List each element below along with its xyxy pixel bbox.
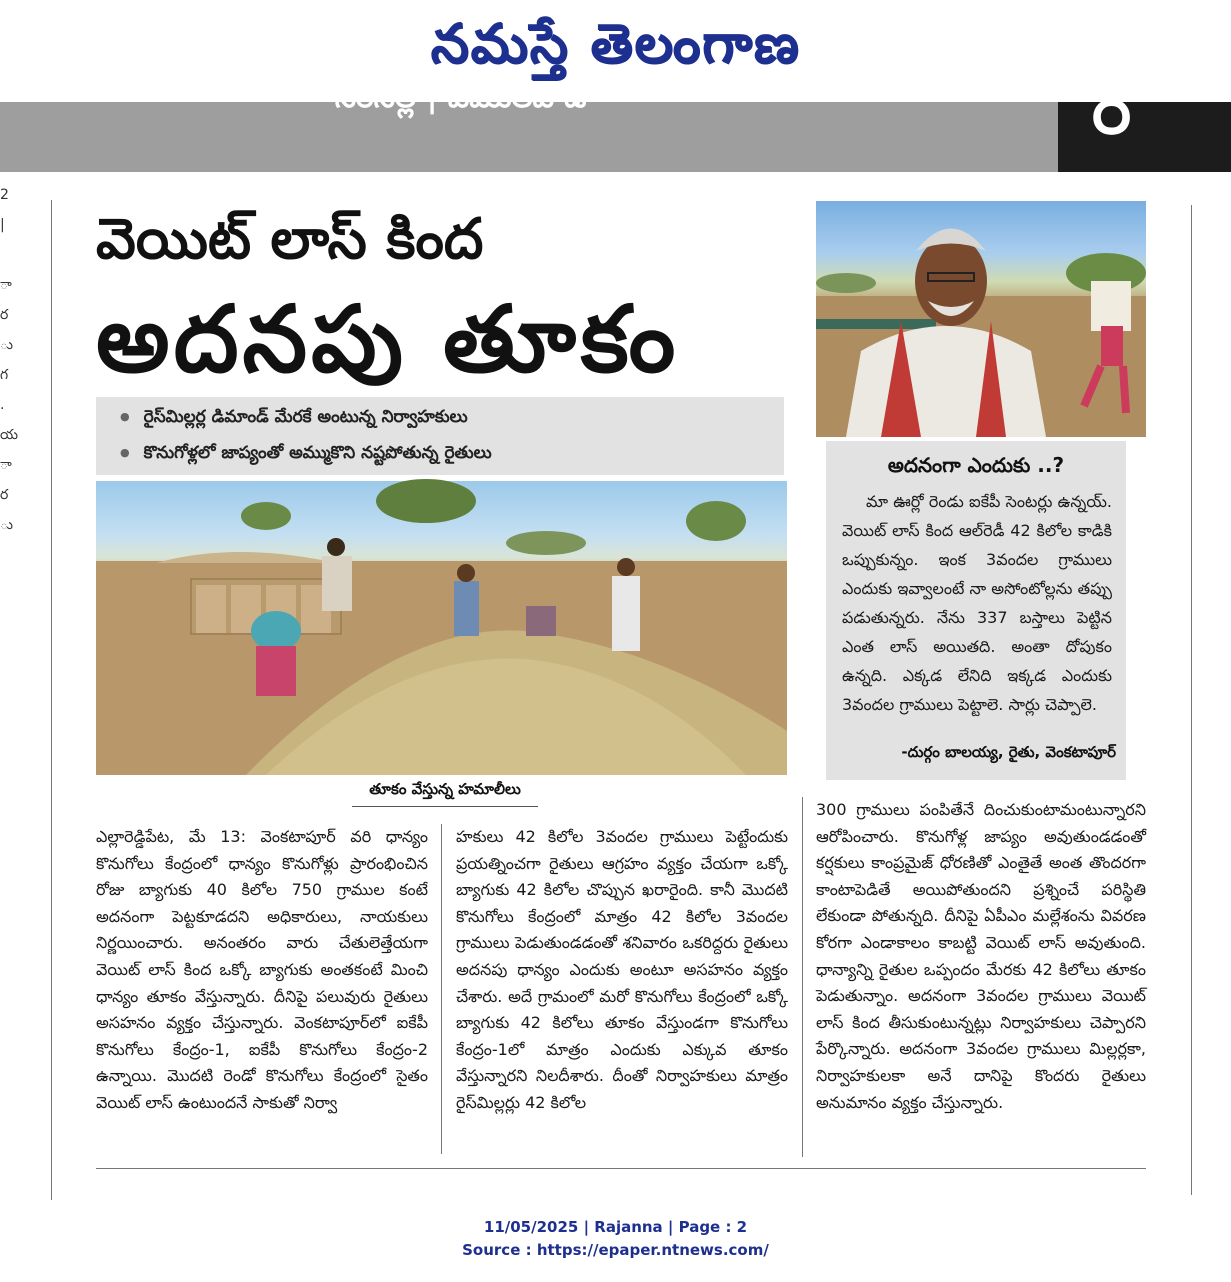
column-rule-right <box>1191 205 1192 1195</box>
quote-attribution: -దుర్గం బాలయ్య, రైతు, వెంకటాపూర్ <box>901 743 1116 761</box>
article-column-1: ఎల్లారెడ్డిపేట, మే 13: వెంకటాపూర్ వరి ధాన్యం కొనుగోలు కేంద్రంలో ధాన్యం కొనుగోళ్లు ప్రారంభించిన రోజు బ్యాగుకు 40 కిలోల 750 గ్రాముల కంటే అదనంగా పెట్టకూడదని అధికారులు, నాయకులు నిర్ణయించారు. అనంతరం వారు చేతులెత్తేయగా వెయిట్ లాస్ కింద ఒక్కో బ్యాగుకు అంతకంటే మించి ధాన్యం తూకం వేస్తున్నారు. దీనిపై పలువురు రైతులు అసహనం వ్యక్తం చేస్తున్నారు. వెంకటాపూర్‌లో ఐకేపీ కొనుగోలు కేంద్రం-1, ఐకేపీ కొనుగోలు కేంద్రం-2 ఉన్నాయి. మొదటి రెండో కొనుగోలు కేంద్రంలో సైతం వెయిట్ లాస్ ఉంటుందనే సాకుతో నిర్వా <box>96 827 428 1112</box>
adjacent-page-edge: 2 | ా ర ు గ . య ా ర ు <box>0 187 19 533</box>
bullet-points-box <box>96 397 784 475</box>
photo-caption: తూకం వేస్తున్న హమాలీలు <box>352 780 538 807</box>
footer-date-edition: 11/05/2025 | Rajanna | Page : 2 <box>483 1218 748 1236</box>
bottom-rule <box>96 1168 1146 1169</box>
column-rule <box>441 824 442 1154</box>
headline-line-1: వెయిట్ లాస్ కింద <box>96 207 484 272</box>
column-rule <box>802 797 803 1157</box>
section-header-bar <box>0 80 1058 172</box>
section-header-text: సిరిసిల్ల | వేములవాడ <box>335 80 587 115</box>
bullet-point: ● కొనుగోళ్లలో జాప్యంతో అమ్ముకొని నష్టపోతున్న రైతులు <box>120 443 492 467</box>
news-photo-grain-weighing <box>96 481 787 775</box>
farmer-quote-box <box>826 441 1126 780</box>
article-column-2: హకులు 42 కిలోల 3వందల గ్రాములు పెట్టేందుకు ప్రయత్నించగా రైతులు ఆగ్రహం వ్యక్తం చేయగా ఒక్కో బ్యాగుకు 42 కిలోల చొప్పున ఖరారైంది. కానీ మొదటి కొనుగోలు కేంద్రంలో మాత్రం 42 కిలోల 3వందల గ్రాములు పెడుతుండడంతో శనివారం ఒకరిద్దరు రైతులు అదనపు ధాన్యం ఎందుకు అంటూ అసహనం వ్యక్తం చేశారు. అదే గ్రామంలో మరో కొనుగోలు కేంద్రంలో ఒక్కో బ్యాగుకు 42 కిలోలు తూకం వేస్తుండగా కొనుగోలు కేంద్రం-1లో మాత్రం ఎందుకు ఎక్కువ తూకం వేస్తున్నారని నిలదీశారు. దీంతో నిర్వాహకులు మాత్రం రైస్‌మిల్లర్లు 42 కిలోల <box>456 827 788 1112</box>
farmer-portrait-photo <box>816 201 1146 437</box>
column-rule-left <box>51 200 52 1200</box>
bullet-point: ● రైస్‌మిల్లర్ల డిమాండ్ మేరకే అంటున్న నిర్వాహకులు <box>120 407 468 431</box>
quote-box-body: మా ఊర్లో రెండు ఐకేపీ సెంటర్లు ఉన్నయ్. వెయిట్ లాస్ కింద ఆల్‌రెడీ 42 కిలోల కాడికి ఒప్పుకున్నం. ఇంక 3వందల గ్రాములు ఎందుకు ఇవ్వాలంటే నా అసోంటోల్లను తప్పు పడుతున్నరు. నేను 337 బస్తాలు పెట్టిన ఎంత లాస్ అయితది. అంతా దోపుకం ఉన్నది. ఎక్కడ లేనిది ఇక్కడ ఎందుకు 3వందల గ్రాములు పెట్టాలె. సార్లు చెప్పాలె. <box>842 492 1112 714</box>
page-label-text: ర <box>1092 72 1132 149</box>
page-label-bar <box>1058 72 1231 172</box>
masthead-logo: నమస్తే తెలంగాణ <box>430 12 801 75</box>
quote-box-title: అదనంగా ఎందుకు ..? <box>887 453 1065 477</box>
article-column-3: 300 గ్రాములు పంపితేనే దించుకుంటామంటున్నారని ఆరోపించారు. కొనుగోళ్ల జాప్యం అవుతుండడంతో కర్షకులు కాంప్రమైజ్ ధోరణితో ఎంతైతే అంత తొందరగా కాంటాపెడితే అయిపోతుందని ప్రశ్నించే పరిస్థితి లేకుండా పోతున్నది. దీనిపై ఏపీఎం మల్లేశంను వివరణ కోరగా ఎండాకాలం కాబట్టి వెయిట్ లాస్ అవుతుంది. ధాన్యాన్ని రైతుల ఒప్పందం మేరకు 42 కిలోలు తూకం పెడుతున్నాం. అదనంగా 3వందల గ్రాములు వెయిట్ లాస్ కింద తీసుకుంటున్నట్లు నిర్వాహకులు చెప్పారని పేర్కొన్నారు. అదనంగా 3వందల గ్రాములు మిల్లర్లకా, నిర్వాహకులకా అనే దానిపై కొందరు రైతులు అనుమానం వ్యక్తం చేస్తున్నారు. <box>816 800 1146 1112</box>
masthead <box>0 0 1231 102</box>
headline-line-2: అదనపు తూకం <box>96 286 680 393</box>
footer-source: Source : https://epaper.ntnews.com/ <box>462 1241 769 1259</box>
